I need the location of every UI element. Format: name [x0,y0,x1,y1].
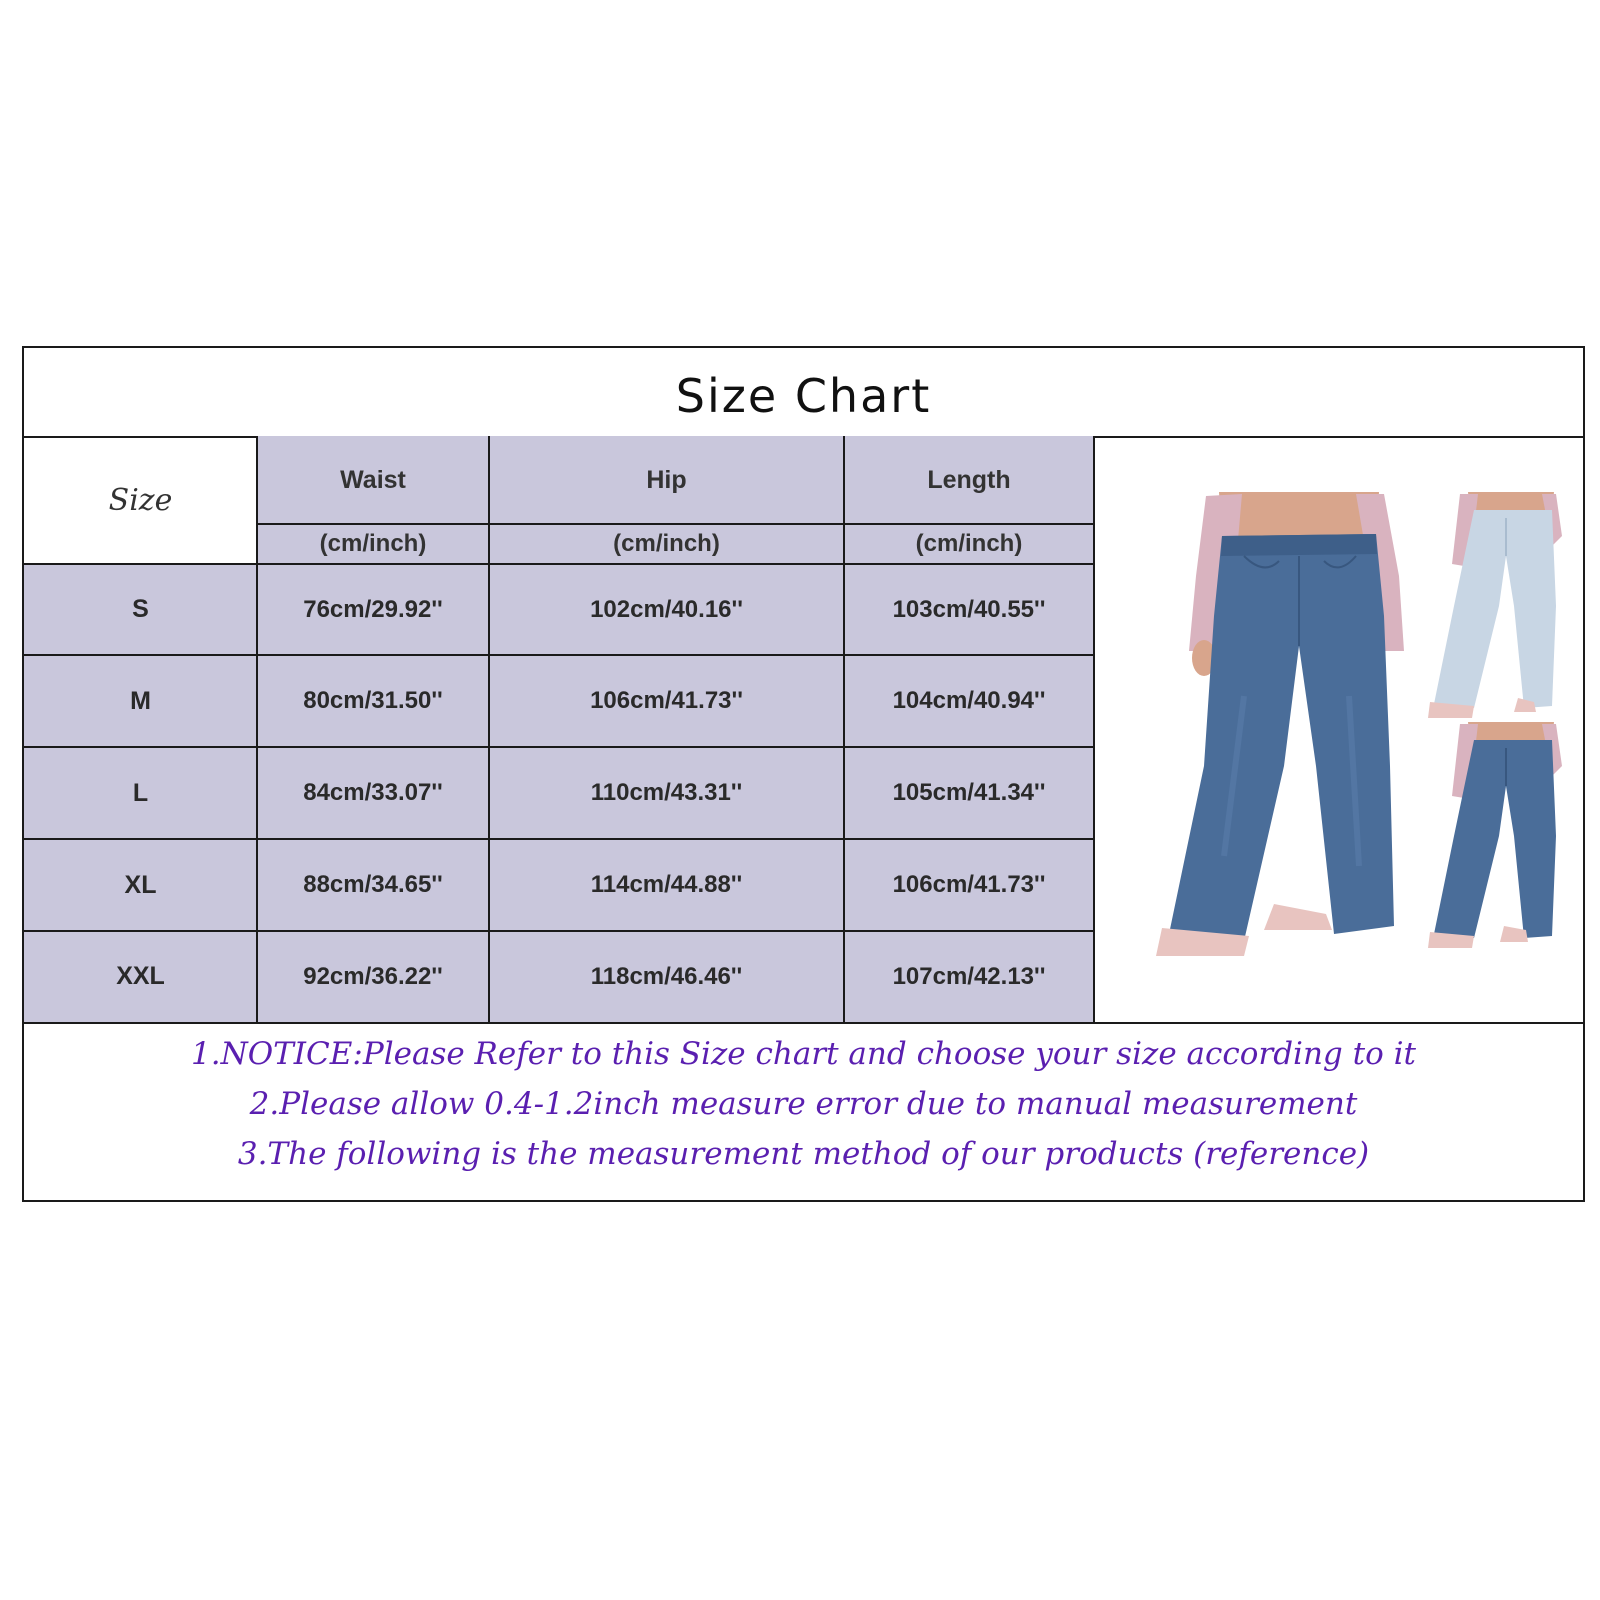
main-jeans-image [1156,492,1404,956]
waist-cell: 84cm/33.07'' [257,747,489,839]
waist-cell: 80cm/31.50'' [257,655,489,747]
product-photos [1094,436,1585,1022]
waist-cell: 76cm/29.92'' [257,564,489,655]
length-cell: 103cm/40.55'' [844,564,1094,655]
length-cell: 104cm/40.94'' [844,655,1094,747]
title-row [24,348,1583,438]
hip-cell: 118cm/46.46'' [489,931,844,1022]
size-chart [22,346,1585,1202]
notes-section [24,1022,1583,1200]
size-cell: XXL [24,931,257,1022]
hip-cell: 102cm/40.16'' [489,564,844,655]
note-line: 1.NOTICE:Please Refer to this Size chart and choose your size according to it [191,1036,1416,1072]
waist-header: Waist [257,436,489,524]
size-cell: M [24,655,257,747]
hip-cell: 106cm/41.73'' [489,655,844,747]
note-line: 2.Please allow 0.4-1.2inch measure error due to manual measurement [249,1086,1358,1122]
grid-line [24,563,1094,565]
grid-line [24,654,1094,656]
size-table [24,436,1094,1022]
waist-unit: (cm/inch) [257,524,489,564]
hip-unit: (cm/inch) [489,524,844,564]
length-unit: (cm/inch) [844,524,1094,564]
grid-line [24,746,1094,748]
waist-cell: 92cm/36.22'' [257,931,489,1022]
grid-line [257,523,1094,525]
dark-jeans-image [1428,722,1562,948]
hip-header: Hip [489,436,844,524]
length-cell: 105cm/41.34'' [844,747,1094,839]
light-jeans-image [1428,492,1562,718]
length-cell: 107cm/42.13'' [844,931,1094,1022]
size-cell: L [24,747,257,839]
hip-cell: 110cm/43.31'' [489,747,844,839]
size-header: Size [108,482,173,518]
size-cell: S [24,564,257,655]
jeans-illustration [1094,436,1585,1022]
grid-line [24,838,1094,840]
hip-cell: 114cm/44.88'' [489,839,844,931]
length-header: Length [844,436,1094,524]
note-line: 3.The following is the measurement method of our products (reference) [237,1136,1370,1172]
length-cell: 106cm/41.73'' [844,839,1094,931]
size-cell: XL [24,839,257,931]
grid-line [24,930,1094,932]
chart-title: Size Chart [675,369,932,423]
waist-cell: 88cm/34.65'' [257,839,489,931]
